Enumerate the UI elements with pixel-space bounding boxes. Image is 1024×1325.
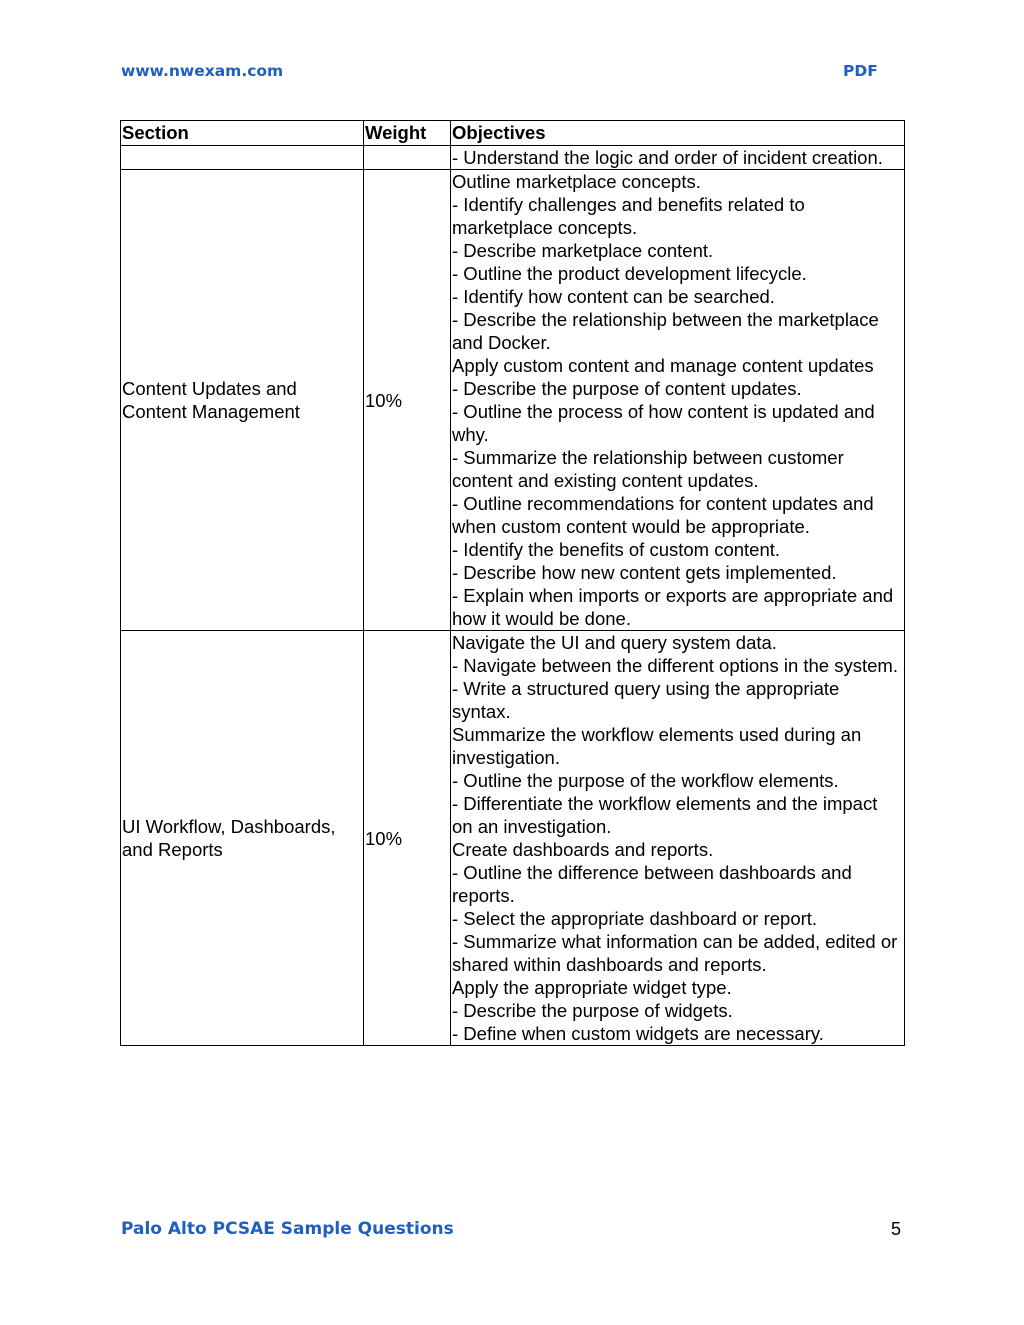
objectives-cell <box>451 631 905 1046</box>
objective-item: - Navigate between the different options in the system. <box>452 655 898 676</box>
objective-item: - Understand the logic and order of incident creation. <box>452 147 883 168</box>
objective-item: - Define when custom widgets are necessary. <box>452 1023 824 1044</box>
objective-item: - Outline the process of how content is updated and why. <box>452 401 875 445</box>
objectives-cell <box>451 146 905 170</box>
objective-item: - Describe the relationship between the marketplace and Docker. <box>452 309 879 353</box>
objective-item: - Describe the purpose of content updates. <box>452 378 802 399</box>
section-cell: Content Updates and Content Management <box>121 170 364 631</box>
objective-item: - Identify challenges and benefits related to marketplace concepts. <box>452 194 805 238</box>
objective-item: - Outline recommendations for content updates and when custom content would be appropriate. <box>452 493 874 537</box>
objective-item: - Outline the product development lifecycle. <box>452 263 807 284</box>
header-pdf-label: PDF <box>843 62 878 80</box>
header-weight: Weight <box>364 121 451 146</box>
objective-item: - Describe the purpose of widgets. <box>452 1000 733 1021</box>
objectives-cell <box>451 170 905 631</box>
objective-item: - Select the appropriate dashboard or report. <box>452 908 818 929</box>
objective-item: - Differentiate the workflow elements and the impact on an investigation. <box>452 793 878 837</box>
weight-cell: 10% <box>364 170 451 631</box>
objective-item: Summarize the workflow elements used during an investigation. <box>452 724 862 768</box>
objective-item: - Write a structured query using the appropriate syntax. <box>452 678 840 722</box>
objective-item: - Describe how new content gets implemented. <box>452 562 837 583</box>
section-cell <box>121 146 364 170</box>
objective-item: - Identify the benefits of custom content. <box>452 539 781 560</box>
header-objectives: Objectives <box>451 121 905 146</box>
objective-item: - Identify how content can be searched. <box>452 286 775 307</box>
objective-item: - Outline the purpose of the workflow elements. <box>452 770 839 791</box>
footer-title: Palo Alto PCSAE Sample Questions <box>121 1219 454 1239</box>
header-site-link[interactable]: www.nwexam.com <box>121 62 284 80</box>
objective-item: - Describe marketplace content. <box>452 240 714 261</box>
objective-item: Create dashboards and reports. <box>452 839 714 860</box>
objective-item: - Explain when imports or exports are appropriate and how it would be done. <box>452 585 894 629</box>
syllabus-table <box>120 120 905 1046</box>
table-header-row <box>121 121 905 146</box>
section-cell: UI Workflow, Dashboards, and Reports <box>121 631 364 1046</box>
objective-item: Apply custom content and manage content updates <box>452 355 874 376</box>
header-section: Section <box>121 121 364 146</box>
objective-item: - Outline the difference between dashboards and reports. <box>452 862 852 906</box>
weight-cell: 10% <box>364 631 451 1046</box>
weight-cell <box>364 146 451 170</box>
objective-item: Apply the appropriate widget type. <box>452 977 732 998</box>
table-row <box>121 170 905 631</box>
objective-item: - Summarize the relationship between customer content and existing content updates. <box>452 447 844 491</box>
table-row <box>121 631 905 1046</box>
objective-item: Navigate the UI and query system data. <box>452 632 777 653</box>
objective-item: - Summarize what information can be added, edited or shared within dashboards and reports. <box>452 931 898 975</box>
table-row <box>121 146 905 170</box>
page-number: 5 <box>891 1219 902 1239</box>
objective-item: Outline marketplace concepts. <box>452 171 701 192</box>
table-body <box>121 146 905 1046</box>
